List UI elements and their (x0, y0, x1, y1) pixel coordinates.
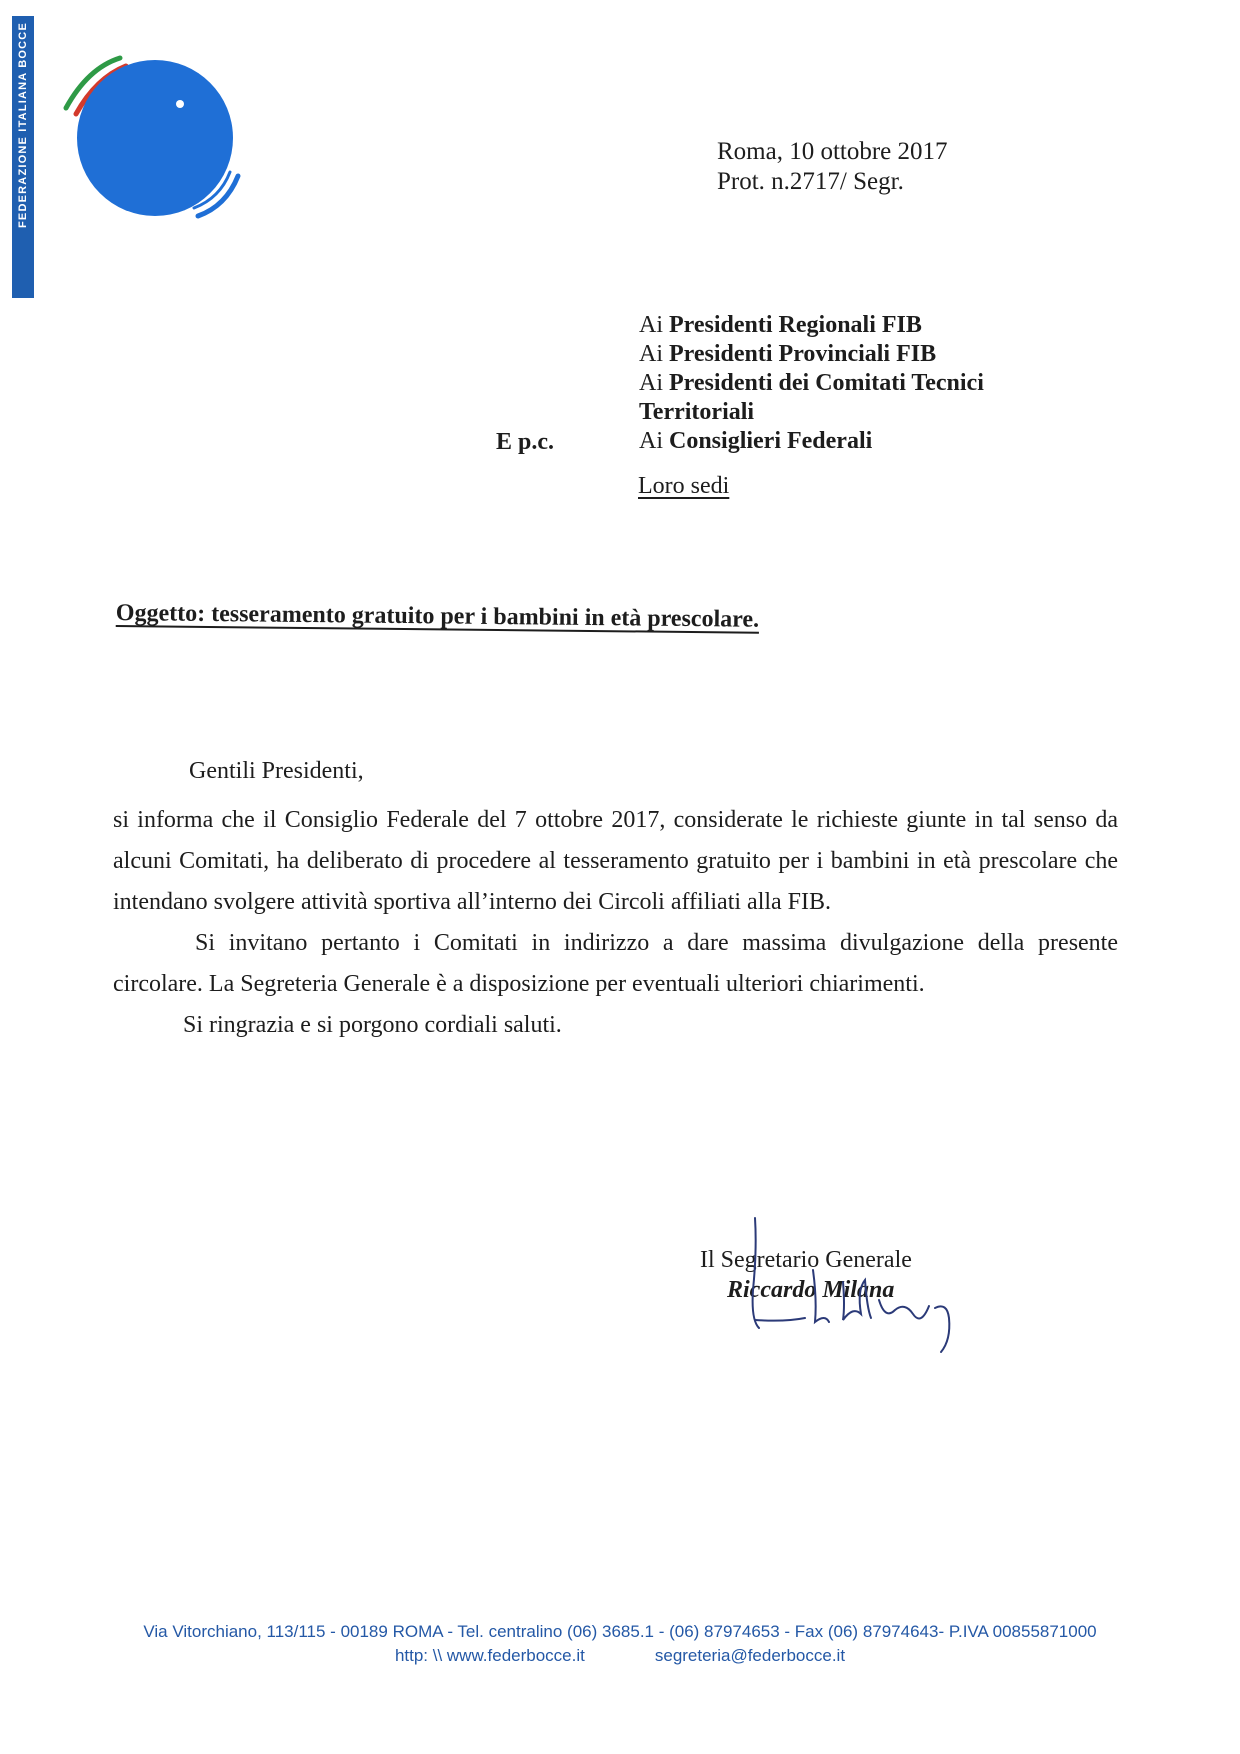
recipient-line: Ai Presidenti Provinciali FIB (639, 341, 937, 367)
footer-website[interactable]: http: \\ www.federbocce.it (394, 1646, 585, 1665)
greeting: Gentili Presidenti, (189, 758, 364, 784)
signatory-name: Riccardo Milana (727, 1277, 895, 1303)
logo-ball-highlight (176, 100, 184, 108)
footer-address: Via Vitorchiano, 113/115 - 00189 ROMA - Tel. centralino (06) 3685.1 - (06) 87974653 - Fax (06) 87974643- P.IVA 00855871000 (143, 1622, 1097, 1641)
subject-line: Oggetto: tesseramento gratuito per i bambini in età prescolare. (115, 600, 760, 633)
logo-strip (12, 16, 34, 298)
epc-label: E p.c. (496, 429, 555, 455)
signatory-role: Il Segretario Generale (700, 1247, 912, 1273)
logo-ball (77, 60, 233, 216)
letter-body (113, 800, 1118, 1046)
protocol-line: Prot. n.2717/ Segr. (717, 168, 904, 195)
footer-email[interactable]: segreteria@federbocce.it (654, 1646, 846, 1665)
body-paragraph-2: Si invitano pertanto i Comitati in indirizzo a dare massima divulgazione della presente circolare. La Segreteria Generale è a disposizione per eventuali ulteriori chiarimenti. (113, 930, 1118, 997)
recipient-line: Ai Presidenti dei Comitati Tecnici (639, 370, 984, 396)
loro-sedi: Loro sedi (638, 473, 730, 499)
logo-strip-text: FEDERAZIONE ITALIANA BOCCE (17, 22, 29, 228)
letter-footer (60, 1620, 1180, 1668)
recipient-line: Territoriali (639, 399, 755, 425)
recipients-block (639, 311, 984, 456)
recipient-line: Ai Presidenti Regionali FIB (639, 312, 922, 338)
body-paragraph-1: si informa che il Consiglio Federale del 7 ottobre 2017, considerate le richieste giunte in tal senso da alcuni Comitati, ha deliberato di procedere al tesseramento gratuito per i bambini in età prescolare che intendano svolgere attività sportiva all’interno dei Circoli affiliati alla FIB. (113, 807, 1118, 915)
federation-logo (58, 48, 248, 228)
body-paragraph-3: Si ringrazia e si porgono cordiali saluti. (183, 1012, 562, 1038)
handwritten-signature (735, 1210, 975, 1370)
footer-contacts (60, 1644, 1180, 1668)
date-line: Roma, 10 ottobre 2017 (717, 138, 948, 165)
recipient-line: Ai Consiglieri Federali (639, 428, 873, 454)
letter-header (717, 137, 948, 197)
